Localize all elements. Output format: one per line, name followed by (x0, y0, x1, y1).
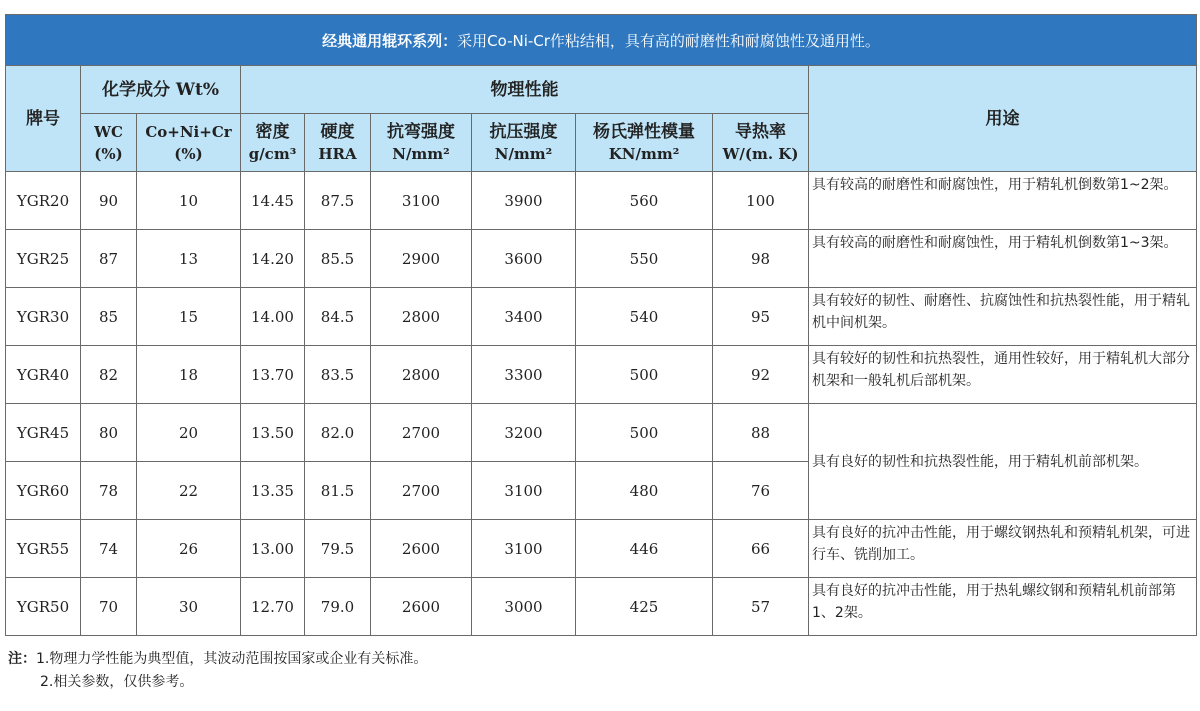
cell-co: 30 (137, 578, 241, 636)
cell-hra: 81.5 (305, 462, 371, 520)
cell-wc: 82 (81, 346, 137, 404)
cell-young: 560 (576, 172, 713, 230)
spec-table (5, 14, 1197, 636)
header-hardness (305, 114, 371, 172)
cell-young: 425 (576, 578, 713, 636)
header-thermal (713, 114, 809, 172)
cell-young: 446 (576, 520, 713, 578)
notes (8, 648, 427, 694)
header-hardness-label: 硬度 (320, 121, 355, 142)
header-density-label: 密度 (255, 121, 290, 142)
cell-hra: 85.5 (305, 230, 371, 288)
spec-table-container (5, 14, 1196, 636)
header-coni-label: Co+Ni+Cr (145, 122, 232, 141)
cell-density: 14.45 (241, 172, 305, 230)
header-thermal-label: 导热率 (735, 121, 786, 142)
cell-wc: 78 (81, 462, 137, 520)
cell-density: 14.20 (241, 230, 305, 288)
header-density (241, 114, 305, 172)
cell-young: 550 (576, 230, 713, 288)
cell-wc: 74 (81, 520, 137, 578)
note-text-1: 1.物理力学性能为典型值，其波动范围按国家或企业有关标准。 (36, 651, 428, 667)
header-coni (137, 114, 241, 172)
cell-grade: YGR20 (6, 172, 81, 230)
cell-bend: 2700 (371, 462, 472, 520)
cell-wc: 87 (81, 230, 137, 288)
cell-use: 具有较好的韧性、耐磨性、抗腐蚀性和抗热裂性能，用于精轧机中间机架。 (809, 288, 1197, 346)
table-row (6, 578, 1197, 636)
cell-hra: 82.0 (305, 404, 371, 462)
cell-comp: 3600 (472, 230, 576, 288)
cell-grade: YGR25 (6, 230, 81, 288)
cell-comp: 3200 (472, 404, 576, 462)
header-wc (81, 114, 137, 172)
cell-hra: 84.5 (305, 288, 371, 346)
cell-comp: 3300 (472, 346, 576, 404)
cell-bend: 2800 (371, 288, 472, 346)
header-wc-unit: (%) (94, 144, 123, 163)
cell-bend: 2700 (371, 404, 472, 462)
cell-density: 14.00 (241, 288, 305, 346)
header-thermal-unit: W/(m. K) (722, 144, 799, 163)
table-row (6, 404, 1197, 462)
cell-use: 具有良好的抗冲击性能，用于热轧螺纹钢和预精轧机前部第1、2架。 (809, 578, 1197, 636)
cell-co: 10 (137, 172, 241, 230)
cell-comp: 3000 (472, 578, 576, 636)
cell-co: 18 (137, 346, 241, 404)
header-young-label: 杨氏弹性模量 (593, 121, 695, 142)
cell-wc: 80 (81, 404, 137, 462)
cell-use: 具有良好的抗冲击性能，用于螺纹钢热轧和预精轧机架，可进行车、铣削加工。 (809, 520, 1197, 578)
cell-bend: 2800 (371, 346, 472, 404)
note-text-2: 2.相关参数，仅供参考。 (40, 674, 194, 690)
cell-density: 12.70 (241, 578, 305, 636)
cell-bend: 3100 (371, 172, 472, 230)
title-bold: 经典通用辊环系列： (322, 31, 458, 50)
cell-use: 具有良好的韧性和抗热裂性能，用于精轧机前部机架。 (809, 404, 1197, 520)
cell-grade: YGR55 (6, 520, 81, 578)
title-text: 采用Co-Ni-Cr作粘结相，具有高的耐磨性和耐腐蚀性及通用性。 (457, 31, 880, 50)
cell-hra: 79.0 (305, 578, 371, 636)
header-young (576, 114, 713, 172)
cell-comp: 3100 (472, 520, 576, 578)
header-bending (371, 114, 472, 172)
header-wc-label: WC (94, 122, 123, 141)
cell-young: 480 (576, 462, 713, 520)
cell-young: 500 (576, 404, 713, 462)
header-use: 用途 (809, 66, 1197, 172)
cell-grade: YGR30 (6, 288, 81, 346)
header-hardness-unit: HRA (318, 144, 357, 163)
cell-thermal: 66 (713, 520, 809, 578)
cell-hra: 83.5 (305, 346, 371, 404)
cell-use: 具有较高的耐磨性和耐腐蚀性，用于精轧机倒数第1~3架。 (809, 230, 1197, 288)
cell-grade: YGR50 (6, 578, 81, 636)
cell-thermal: 88 (713, 404, 809, 462)
cell-bend: 2600 (371, 578, 472, 636)
cell-thermal: 76 (713, 462, 809, 520)
cell-use: 具有较好的韧性和抗热裂性，通用性较好，用于精轧机大部分机架和一般轧机后部机架。 (809, 346, 1197, 404)
table-title (6, 15, 1197, 66)
header-row-top (6, 66, 1197, 114)
cell-density: 13.00 (241, 520, 305, 578)
header-chem: 化学成分 Wt% (81, 66, 241, 114)
header-grade: 牌号 (6, 66, 81, 172)
table-row (6, 172, 1197, 230)
cell-comp: 3100 (472, 462, 576, 520)
header-young-unit: KN/mm² (608, 144, 680, 163)
note-line-2 (8, 671, 427, 694)
title-row (6, 15, 1197, 66)
header-bending-unit: N/mm² (392, 144, 450, 163)
header-coni-unit: (%) (174, 144, 203, 163)
cell-co: 20 (137, 404, 241, 462)
cell-comp: 3900 (472, 172, 576, 230)
cell-co: 13 (137, 230, 241, 288)
cell-grade: YGR40 (6, 346, 81, 404)
cell-grade: YGR60 (6, 462, 81, 520)
header-compress-label: 抗压强度 (489, 121, 558, 142)
cell-use: 具有较高的耐磨性和耐腐蚀性，用于精轧机倒数第1~2架。 (809, 172, 1197, 230)
cell-co: 26 (137, 520, 241, 578)
cell-co: 15 (137, 288, 241, 346)
cell-thermal: 92 (713, 346, 809, 404)
cell-wc: 85 (81, 288, 137, 346)
header-phys: 物理性能 (241, 66, 809, 114)
cell-hra: 79.5 (305, 520, 371, 578)
cell-density: 13.50 (241, 404, 305, 462)
header-bending-label: 抗弯强度 (387, 121, 455, 142)
cell-density: 13.35 (241, 462, 305, 520)
cell-grade: YGR45 (6, 404, 81, 462)
cell-co: 22 (137, 462, 241, 520)
table-row (6, 288, 1197, 346)
cell-bend: 2900 (371, 230, 472, 288)
header-compress (472, 114, 576, 172)
cell-thermal: 98 (713, 230, 809, 288)
cell-bend: 2600 (371, 520, 472, 578)
cell-thermal: 57 (713, 578, 809, 636)
cell-thermal: 95 (713, 288, 809, 346)
cell-young: 500 (576, 346, 713, 404)
cell-wc: 70 (81, 578, 137, 636)
cell-young: 540 (576, 288, 713, 346)
table-row (6, 346, 1197, 404)
table-row (6, 520, 1197, 578)
cell-hra: 87.5 (305, 172, 371, 230)
cell-comp: 3400 (472, 288, 576, 346)
note-label: 注： (8, 651, 36, 667)
header-density-unit: g/cm³ (248, 144, 297, 163)
note-line-1 (8, 648, 427, 671)
header-compress-unit: N/mm² (494, 144, 553, 163)
cell-density: 13.70 (241, 346, 305, 404)
table-row (6, 230, 1197, 288)
cell-wc: 90 (81, 172, 137, 230)
cell-thermal: 100 (713, 172, 809, 230)
